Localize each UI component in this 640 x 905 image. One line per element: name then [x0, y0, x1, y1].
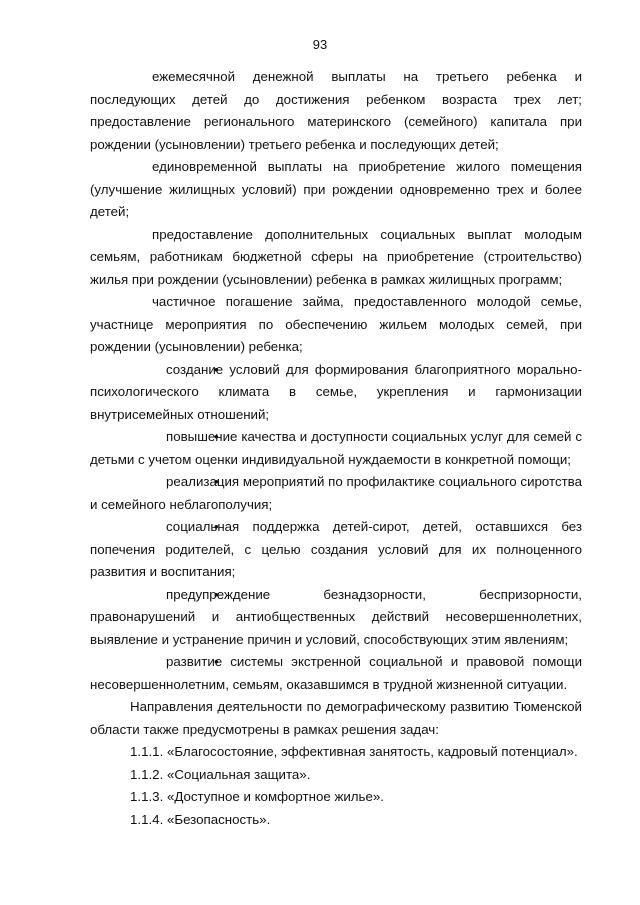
paragraph-additional-payments: предоставление дополнительных социальных выплат молодым семьям, работникам бюджетной сферы на приобретение (строительство) жилья при рождении (усыновлении) ребенка в рамках жилищных программ;	[90, 226, 582, 287]
bullet-item: • повышение качества и доступности социальных услуг для семей с детьми с учетом оценки индивидуальной нуждаемости в конкретной помощи;	[90, 426, 582, 471]
bullet-item: • предупреждение безнадзорности, беспризорности, правонарушений и антиобщественных действий несовершеннолетних, выявление и устранение причин и условий, способствующих этим явлениям;	[90, 584, 582, 652]
page-number: 93	[312, 37, 328, 52]
paragraph-lump-sum-payment: единовременной выплаты на приобретение жилого помещения (улучшение жилищных условий) при рождении одновременно трех и более детей;	[90, 159, 582, 219]
bullet-item: • создание условий для формирования благоприятного морально-психологического климата в семье, укрепления и гармонизации внутрисемейных отношений;	[90, 359, 582, 427]
task-item: 1.1.3. «Доступное и комфортное жилье».	[130, 789, 384, 804]
bullet-item: • социальная поддержка детей-сирот, детей, оставшихся без попечения родителей, с целью создания условий для их полноценного развития и воспитания;	[90, 516, 582, 584]
summary-paragraph: Направления деятельности по демографическому развитию Тюменской области также предусмотрены в рамках решения задач:	[90, 699, 582, 737]
task-item: 1.1.1. «Благосостояние, эффективная занятость, кадровый потенциал».	[130, 744, 578, 759]
paragraph-monthly-payment: ежемесячной денежной выплаты на третьего ребенка и последующих детей до достижения ребенком возраста трех лет; предоставление регионального материнского (семейного) капитала при рождении (усыновлении) третьего ребенка и последующих детей;	[90, 69, 582, 152]
paragraph-loan-repayment: частичное погашение займа, предоставленного молодой семье, участнице мероприятия по обеспечению жильем молодых семей, при рождении (усыновлении) ребенка;	[90, 294, 582, 354]
document-body	[90, 66, 582, 831]
bullet-item: • реализация мероприятий по профилактике социального сиротства и семейного неблагополучия;	[90, 471, 582, 516]
task-item: 1.1.4. «Безопасность».	[130, 811, 271, 827]
bullet-item: • развитие системы экстренной социальной и правовой помощи несовершеннолетним, семьям, оказавшимся в трудной жизненной ситуации.	[90, 651, 582, 696]
task-item: 1.1.2. «Социальная защита».	[130, 766, 311, 782]
